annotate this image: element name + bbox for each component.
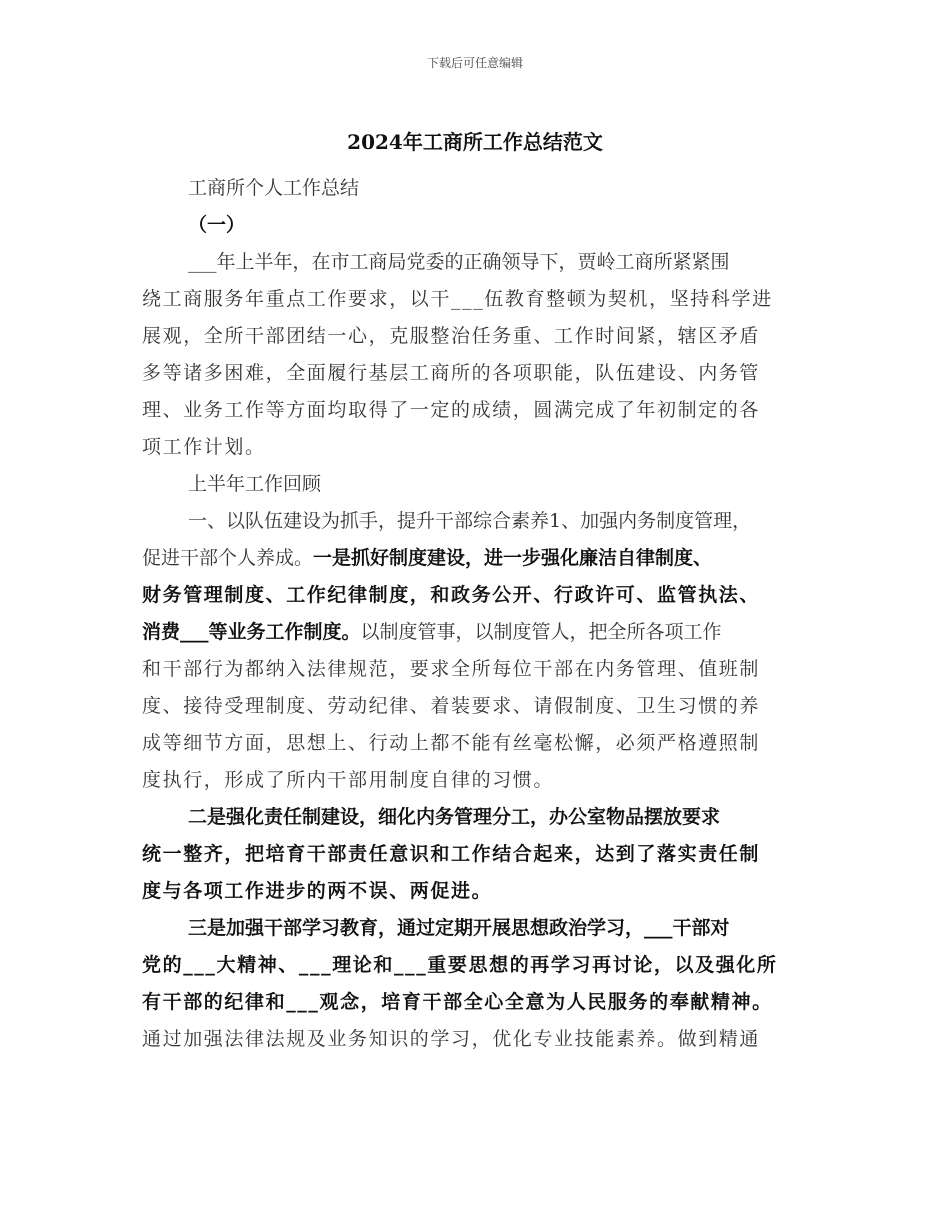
text-line [142, 540, 814, 577]
text-line [142, 207, 814, 244]
text-line [142, 688, 814, 725]
text-line [142, 725, 814, 762]
page-header: 下载后可任意编辑 [426, 56, 523, 70]
text-line [142, 836, 814, 873]
text-line [142, 170, 814, 207]
text-line-segment: 一是抓好制度建设，进一步强化廉洁自律制度、 [313, 547, 713, 569]
text-line [142, 281, 814, 318]
text-line-segment: 统一整齐，把培育干部责任意识和工作结合起来，达到了落实责任制 [142, 843, 761, 865]
text-line-segment: ___年上半年，在市工商局党委的正确领导下，贾岭工商所紧紧围 [188, 251, 730, 273]
text-line-segment: 度与各项工作进步的两不误、两促进。 [142, 880, 493, 902]
text-line-segment: 二是强化责任制建设，细化内务管理分工，办公室物品摆放要求 [188, 806, 721, 828]
text-line [142, 1021, 814, 1058]
text-line [142, 984, 814, 1021]
text-line [142, 318, 814, 355]
text-line [142, 651, 814, 688]
text-line [142, 466, 814, 503]
text-line-segment: 通过加强法律法规及业务知识的学习，优化专业技能素养。做到精通 [142, 1028, 761, 1050]
text-line [142, 799, 814, 836]
text-line-segment: 消费___等业务工作制度。 [142, 621, 361, 643]
text-line [142, 614, 814, 651]
text-line [142, 429, 814, 466]
text-line-segment: 一、以队伍建设为抓手，提升干部综合素养1、加强内务制度管理， [188, 510, 752, 532]
text-line [142, 910, 814, 947]
text-line [142, 392, 814, 429]
text-line-segment: 工商所个人工作总结 [188, 177, 360, 199]
text-line-segment: 财务管理制度、工作纪律制度，和政务公开、行政许可、监管执法、 [142, 584, 761, 606]
text-line [142, 577, 814, 614]
document-title: 2024年工商所工作总结范文 [347, 130, 603, 154]
text-line-segment: 绕工商服务年重点工作要求，以干___伍教育整顿为契机，坚持科学进 [142, 288, 773, 310]
text-line-segment: 促进干部个人养成。 [142, 547, 314, 569]
text-line-segment: 度、接待受理制度、劳动纪律、着装要求、请假制度、卫生习惯的养 [142, 695, 761, 717]
text-line-segment: （一） [188, 214, 246, 236]
text-line-segment: 成等细节方面，思想上、行动上都不能有丝毫松懈，必须严格遵照制 [142, 732, 761, 754]
text-line [142, 762, 814, 799]
text-line [142, 873, 814, 910]
text-line [142, 355, 814, 392]
text-line-segment: 有干部的纪律和___观念，培育干部全心全意为人民服务的奉献精神。 [142, 991, 773, 1013]
text-line-segment: 度执行，形成了所内干部用制度自律的习惯。 [142, 769, 555, 791]
text-line-segment: 多等诸多困难，全面履行基层工商所的各项职能，队伍建设、内务管 [142, 362, 761, 384]
text-line-segment: 上半年工作回顾 [188, 473, 322, 495]
text-line-segment: 项工作计划。 [142, 436, 266, 458]
text-line [142, 244, 814, 281]
text-line-segment: 以制度管事，以制度管人，把全所各项工作 [360, 621, 722, 643]
text-line [142, 503, 814, 540]
text-line-segment: 展观，全所干部团结一心，克服整治任务重、工作时间紧，辖区矛盾 [142, 325, 761, 347]
text-line-segment: 三是加强干部学习教育，通过定期开展思想政治学习，___干部对 [188, 917, 730, 939]
text-line-segment: 和干部行为都纳入法律规范，要求全所每位干部在内务管理、值班制 [142, 658, 761, 680]
document-body [142, 170, 814, 1058]
text-line-segment: 理、业务工作等方面均取得了一定的成绩，圆满完成了年初制定的各 [142, 399, 761, 421]
text-line-segment: 党的___大精神、___理论和___重要思想的再学习再讨论，以及强化所 [142, 954, 778, 976]
text-line [142, 947, 814, 984]
